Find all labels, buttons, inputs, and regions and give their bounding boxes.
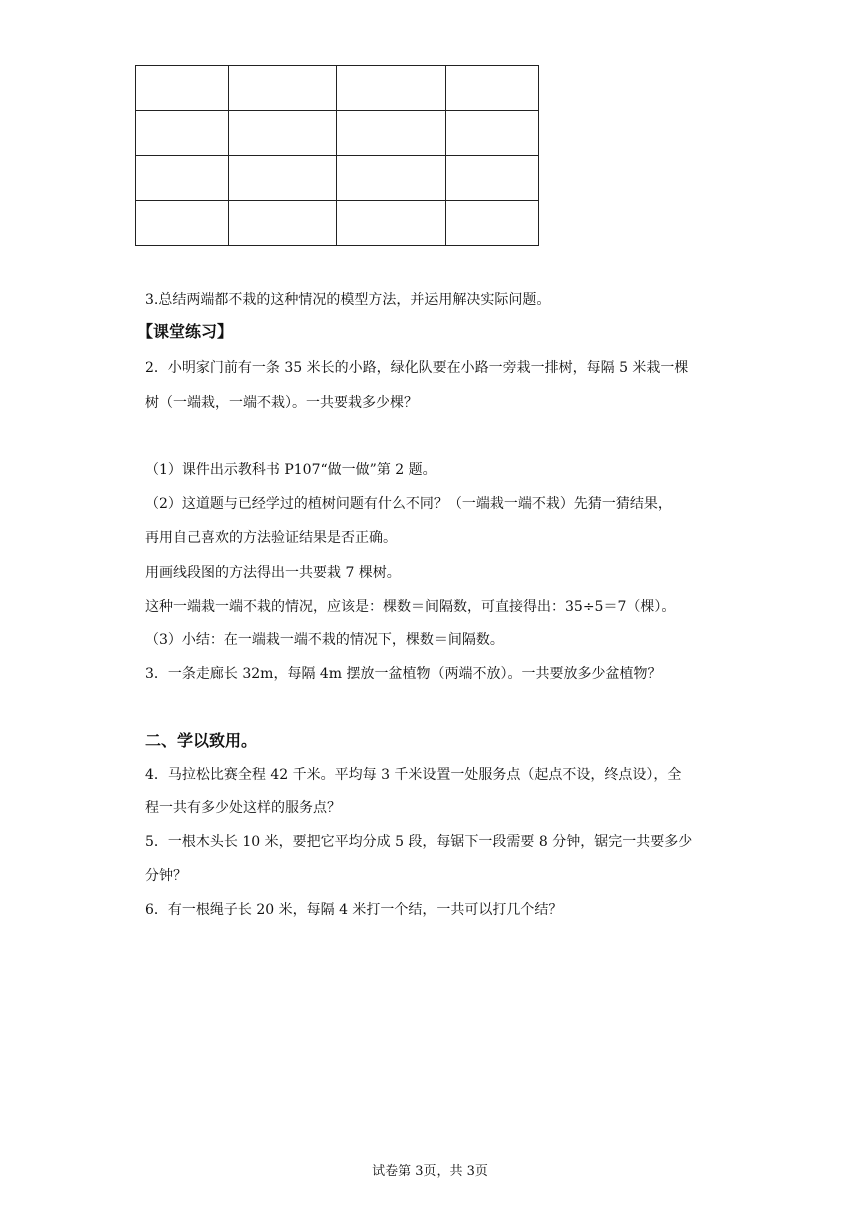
table-row xyxy=(136,201,539,246)
table-cell xyxy=(229,201,337,246)
blank-table xyxy=(135,65,539,246)
section-heading-apply: 二、学以致用。 xyxy=(145,731,258,750)
problem-5-line-1: 5．一根木头长 10 米，要把它平均分成 5 段，每锯下一段需要 8 分钟，锯完一共要多少 xyxy=(145,834,693,850)
problem-4-line-2: 程一共有多少处这样的服务点？ xyxy=(145,800,341,816)
table-cell xyxy=(446,66,539,111)
table-cell xyxy=(446,201,539,246)
step-1-text: （1）课件出示教科书 P107“做一做”第 2 题。 xyxy=(145,462,437,478)
section-heading-classroom-practice: 【课堂练习】 xyxy=(137,322,234,341)
table-cell xyxy=(136,111,229,156)
table-row xyxy=(136,156,539,201)
summary-step-3: 3.总结两端都不栽的这种情况的模型方法，并运用解决实际问题。 xyxy=(145,292,551,308)
problem-2-line-1: 2．小明家门前有一条 35 米长的小路，绿化队要在小路一旁栽一排树，每隔 5 米栽一棵 xyxy=(145,360,689,376)
step-3-summary: （3）小结：在一端栽一端不栽的情况下，棵数＝间隔数。 xyxy=(145,632,504,648)
table-cell xyxy=(229,156,337,201)
problem-5-line-2: 分钟？ xyxy=(145,868,187,884)
table-cell xyxy=(229,111,337,156)
step-2-line-2: 再用自己喜欢的方法验证结果是否正确。 xyxy=(145,530,397,546)
table-cell xyxy=(446,156,539,201)
table-cell xyxy=(446,111,539,156)
table-row xyxy=(136,66,539,111)
problem-3-text: 3．一条走廊长 32m，每隔 4m 摆放一盆植物（两端不放）。一共要放多少盆植物？ xyxy=(145,666,662,682)
rule-explanation: 这种一端栽一端不栽的情况，应该是：棵数＝间隔数，可直接得出：35÷5＝7（棵）。 xyxy=(145,599,676,615)
problem-4-line-1: 4．马拉松比赛全程 42 千米。平均每 3 千米设置一处服务点（起点不设，终点设），全 xyxy=(145,767,682,783)
line-diagram-note: 用画线段图的方法得出一共要栽 7 棵树。 xyxy=(145,565,401,581)
table-cell xyxy=(337,201,446,246)
table-cell xyxy=(136,66,229,111)
problem-2-line-2: 树（一端栽，一端不栽）。一共要栽多少棵？ xyxy=(145,395,418,411)
table-row xyxy=(136,111,539,156)
problem-6-text: 6．有一根绳子长 20 米，每隔 4 米打一个结，一共可以打几个结？ xyxy=(145,902,563,918)
table-cell xyxy=(337,111,446,156)
step-2-line-1: （2）这道题与已经学过的植树问题有什么不同？（一端栽一端不栽）先猜一猜结果， xyxy=(145,496,672,512)
table-cell xyxy=(337,66,446,111)
table-cell xyxy=(337,156,446,201)
table-cell xyxy=(229,66,337,111)
table-cell xyxy=(136,201,229,246)
page-footer: 试卷第 3页，共 3页 xyxy=(372,1164,488,1179)
table-cell xyxy=(136,156,229,201)
